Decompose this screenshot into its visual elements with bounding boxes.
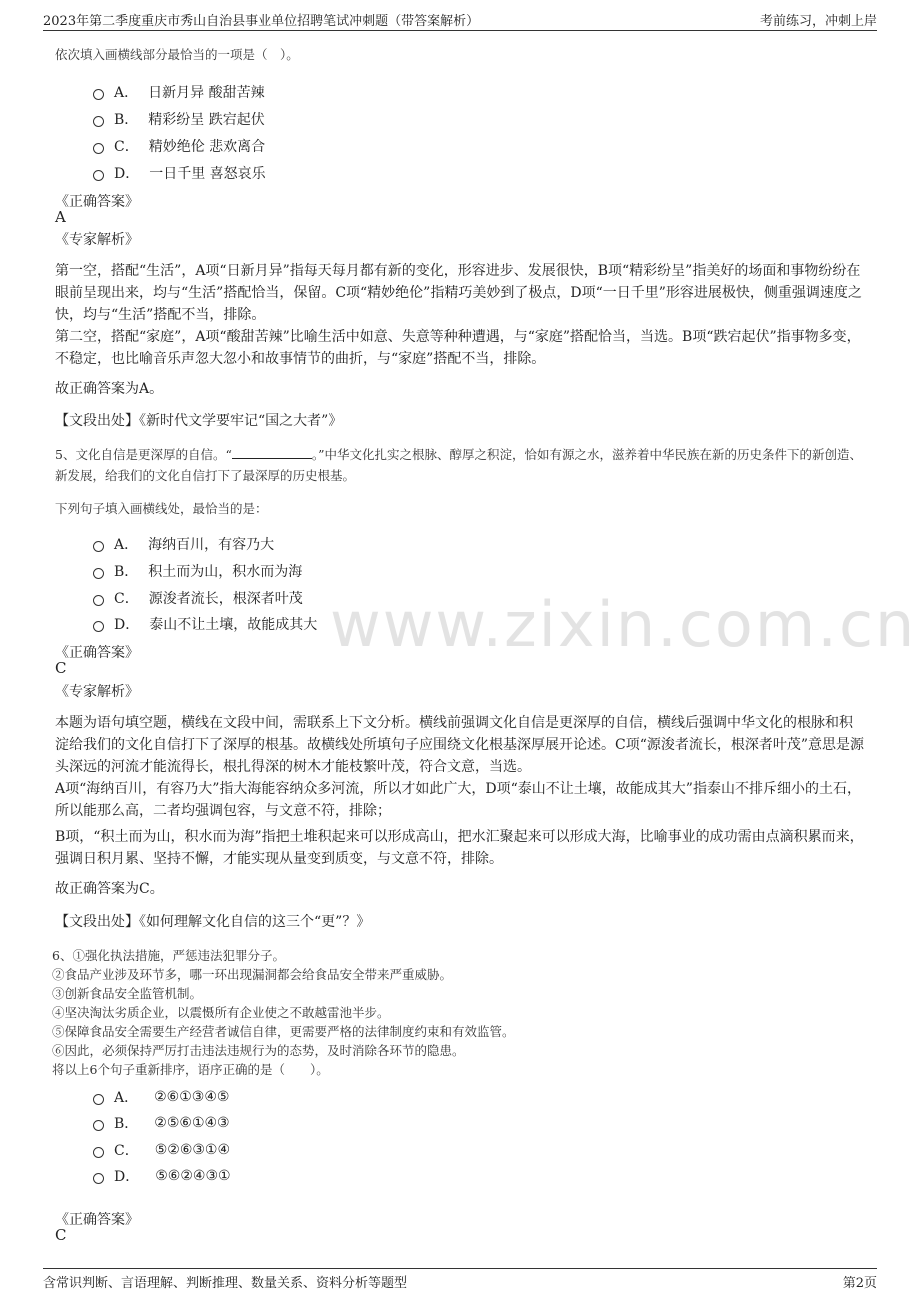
q4-analysis-conclusion: 故正确答案为A。 bbox=[55, 381, 164, 397]
radio-icon[interactable] bbox=[93, 568, 104, 579]
option-text: ⑤②⑥③①④ bbox=[154, 1142, 231, 1158]
footer-description: 含常识判断、言语理解、判断推理、数量关系、资料分析等题型 bbox=[43, 1275, 408, 1291]
q6-option-c[interactable] bbox=[93, 1140, 230, 1160]
radio-icon[interactable] bbox=[93, 89, 104, 100]
q4-option-b[interactable] bbox=[93, 109, 265, 129]
option-letter: A． bbox=[114, 1090, 139, 1106]
q6-prompt: 将以上6个句子重新排序，语序正确的是（ ）。 bbox=[52, 1062, 329, 1077]
option-text: ②⑤⑥①④③ bbox=[154, 1115, 230, 1131]
option-text: 精彩纷呈 跌宕起伏 bbox=[148, 112, 265, 128]
radio-icon[interactable] bbox=[93, 621, 104, 632]
q6-line-6: ⑥因此，必须保持严厉打击违法违规行为的态势，及时消除各环节的隐患。 bbox=[52, 1043, 465, 1058]
q5-prompt: 下列句子填入画横线处，最恰当的是： bbox=[55, 501, 268, 516]
document-title: 2023年第二季度重庆市秀山自治县事业单位招聘笔试冲刺题（带答案解析） bbox=[43, 13, 480, 29]
q4-analysis-para-1: 第一空，搭配“生活”，A项“日新月异”指每天每月都有新的变化，形容进步、发展很快，B项“精彩纷呈”指美好的场面和事物纷纷在眼前呈现出来，均与“生活”搭配恰当，保留。C项“精妙绝伦”指精巧美妙到了极点，D项“一日千里”形容进展极快，侧重强调速度之快，均与“生活”搭配不当，排除。 bbox=[55, 263, 862, 323]
q6-option-a[interactable] bbox=[93, 1087, 229, 1107]
q4-answer-label: 《正确答案》 bbox=[55, 194, 139, 210]
q5-analysis-para-2: A项“海纳百川，有容乃大”指大海能容纳众多河流，所以才如此广大，D项“泰山不让土壤，故能成其大”指泰山不排斥细小的土石，所以能那么高，二者均强调包容，与文意不符，排除； bbox=[55, 781, 861, 819]
q4-option-c[interactable] bbox=[93, 136, 265, 156]
radio-icon[interactable] bbox=[93, 170, 104, 181]
q4-option-d[interactable] bbox=[93, 163, 266, 183]
radio-icon[interactable] bbox=[93, 595, 104, 606]
page-footer bbox=[43, 1268, 877, 1293]
q5-option-b[interactable] bbox=[93, 561, 302, 581]
radio-icon[interactable] bbox=[93, 541, 104, 552]
q4-analysis-label: 《专家解析》 bbox=[55, 232, 139, 248]
page-number: 第2页 bbox=[842, 1275, 877, 1291]
q5-analysis-label: 《专家解析》 bbox=[55, 684, 139, 700]
radio-icon[interactable] bbox=[93, 143, 104, 154]
q4-option-a[interactable] bbox=[93, 82, 265, 102]
option-letter: B． bbox=[114, 1116, 139, 1132]
option-text: 精妙绝伦 悲欢离合 bbox=[148, 139, 266, 155]
option-letter: C． bbox=[114, 591, 139, 607]
radio-icon[interactable] bbox=[93, 1173, 104, 1184]
option-letter: D． bbox=[114, 1169, 140, 1185]
q4-analysis-para-2: 第二空，搭配“家庭”，A项“酸甜苦辣”比喻生活中如意、失意等种种遭遇，与“家庭”搭配恰当，当选。B项“跌宕起伏”指事物多变，不稳定，也比喻音乐声忽大忽小和故事情节的曲折，与“家庭”搭配不当，排除。 bbox=[55, 329, 861, 367]
q5-stem-post: 。”中华文化扎实之根脉、醇厚之积淀，恰如有源之水，滋养着中华民族在新的历史条件下的新创造、新发展，给我们的文化自信打下了最深厚的历史根基。 bbox=[55, 447, 863, 483]
q5-option-a[interactable] bbox=[93, 534, 274, 554]
option-text: ⑤⑥②④③① bbox=[155, 1168, 231, 1184]
q5-analysis-conclusion: 故正确答案为C。 bbox=[55, 881, 164, 897]
q5-option-d[interactable] bbox=[93, 614, 317, 634]
q4-source: 【文段出处】《新时代文学要牢记“国之大者”》 bbox=[55, 413, 343, 429]
fill-blank bbox=[232, 446, 312, 459]
header-slogan: 考前练习，冲刺上岸 bbox=[759, 13, 877, 29]
option-text: 源浚者流长，根深者叶茂 bbox=[148, 591, 303, 607]
option-text: 海纳百川，有容乃大 bbox=[148, 537, 275, 553]
q5-analysis-para-3: B项，“积土而为山，积水而为海”指把土堆积起来可以形成高山，把水汇聚起来可以形成大海，比喻事业的成功需由点滴积累而来，强调日积月累、坚持不懈，才能实现从量变到质变，与文意不符，排除。 bbox=[55, 829, 864, 867]
option-text: 日新月异 酸甜苦辣 bbox=[148, 85, 265, 101]
q5-source: 【文段出处】《如何理解文化自信的这三个“更”？》 bbox=[55, 914, 371, 930]
q6-line-1: 6、①强化执法措施，严惩违法犯罪分子。 bbox=[52, 948, 285, 963]
radio-icon[interactable] bbox=[93, 1094, 104, 1105]
page-header bbox=[43, 8, 877, 31]
q4-prompt: 依次填入画横线部分最恰当的一项是（ ）。 bbox=[55, 47, 299, 62]
q5-answer: C bbox=[55, 659, 67, 677]
q5-answer-label: 《正确答案》 bbox=[55, 645, 139, 661]
q4-answer: A bbox=[55, 208, 66, 226]
watermark: www.zixin.com.cn bbox=[330, 588, 917, 661]
option-letter: A． bbox=[114, 537, 139, 553]
option-text: 积土而为山，积水而为海 bbox=[148, 564, 303, 580]
radio-icon[interactable] bbox=[93, 116, 104, 127]
q6-answer: C bbox=[55, 1226, 67, 1244]
option-letter: D． bbox=[114, 617, 140, 633]
option-letter: A． bbox=[114, 85, 139, 101]
q6-option-d[interactable] bbox=[93, 1166, 231, 1186]
q6-line-4: ④坚决淘汰劣质企业，以震慑所有企业使之不敢越雷池半步。 bbox=[52, 1005, 390, 1020]
radio-icon[interactable] bbox=[93, 1120, 104, 1131]
q5-stem bbox=[55, 444, 865, 486]
option-letter: B． bbox=[114, 112, 139, 128]
q6-line-5: ⑤保障食品安全需要生产经营者诚信自律，更需要严格的法律制度约束和有效监管。 bbox=[52, 1024, 515, 1039]
q5-stem-pre: 5、文化自信是更深厚的自信。“ bbox=[55, 447, 232, 462]
option-letter: C． bbox=[114, 139, 139, 155]
option-text: 泰山不让土壤，故能成其大 bbox=[149, 617, 318, 633]
option-letter: D． bbox=[114, 166, 140, 182]
q6-line-2: ②食品产业涉及环节多，哪一环出现漏洞都会给食品安全带来严重威胁。 bbox=[52, 967, 453, 982]
option-letter: B． bbox=[114, 564, 139, 580]
option-text: ②⑥①③④⑤ bbox=[154, 1089, 230, 1105]
option-text: 一日千里 喜怒哀乐 bbox=[149, 166, 266, 182]
q5-analysis-para-1: 本题为语句填空题，横线在文段中间，需联系上下文分析。横线前强调文化自信是更深厚的自信，横线后强调中华文化的根脉和积淀给我们的文化自信打下了深厚的根基。故横线处所填句子应围绕文化根基深厚展开论述。C项“源浚者流长，根深者叶茂”意思是源头深远的河流才能流得长，根扎得深的树木才能枝繁叶茂，符合文意，当选。 bbox=[55, 715, 865, 775]
radio-icon[interactable] bbox=[93, 1147, 104, 1158]
q6-option-b[interactable] bbox=[93, 1113, 230, 1133]
q6-line-3: ③创新食品安全监管机制。 bbox=[52, 986, 203, 1001]
option-letter: C． bbox=[114, 1143, 139, 1159]
q5-option-c[interactable] bbox=[93, 588, 303, 608]
q6-answer-label: 《正确答案》 bbox=[55, 1212, 139, 1228]
